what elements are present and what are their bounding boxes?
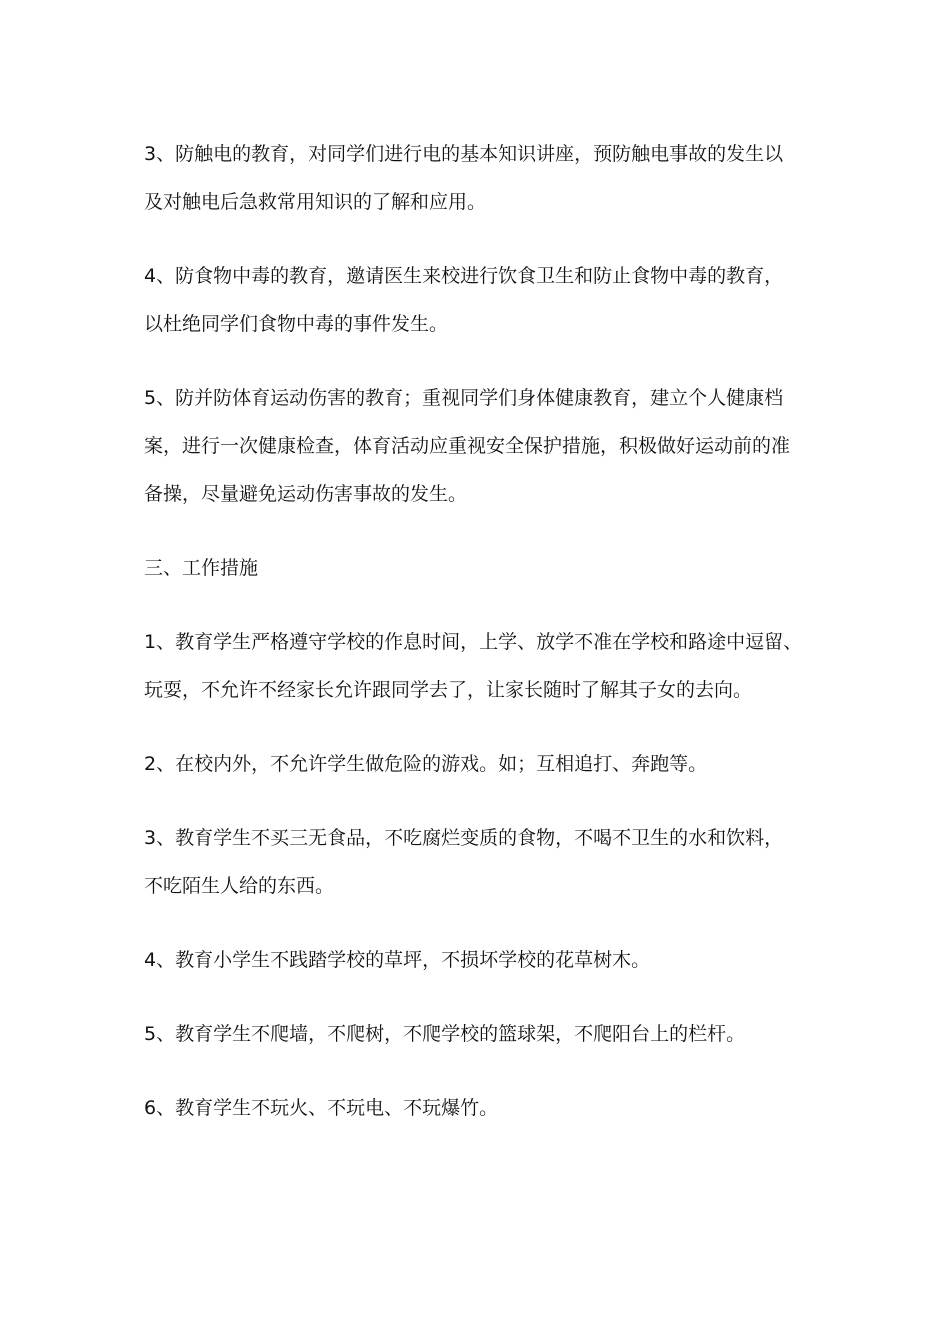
paragraph-electric-safety [144,130,812,226]
section-heading-text: 三、工作措施 [144,557,259,579]
text-line: 2、在校内外，不允许学生做危险的游戏。如；互相追打、奔跑等。 [144,753,708,775]
text-line: 以杜绝同学们食物中毒的事件发生。 [144,313,449,335]
paragraph-measure-2 [144,740,812,788]
text-line: 不吃陌生人给的东西。 [144,875,335,897]
text-line: 4、教育小学生不践踏学校的草坪，不损坏学校的花草树木。 [144,949,651,971]
paragraph-measure-1 [144,618,812,714]
paragraph-measure-6 [144,1084,812,1132]
text-line: 备操，尽量避免运动伤害事故的发生。 [144,483,468,505]
paragraph-measure-3 [144,814,812,910]
text-line: 6、教育学生不玩火、不玩电、不玩爆竹。 [144,1097,499,1119]
paragraph-measure-4 [144,936,812,984]
text-line: 玩耍，不允许不经家长允许跟同学去了，让家长随时了解其子女的去向。 [144,679,753,701]
text-line: 3、教育学生不买三无食品，不吃腐烂变质的食物，不喝不卫生的水和饮料， [144,827,784,849]
paragraph-measure-5 [144,1010,812,1058]
text-line: 5、防并防体育运动伤害的教育；重视同学们身体健康教育，建立个人健康档 [144,387,784,409]
text-line: 5、教育学生不爬墙，不爬树，不爬学校的篮球架，不爬阳台上的栏杆。 [144,1023,746,1045]
paragraph-sports-injury [144,374,812,518]
text-line: 4、防食物中毒的教育，邀请医生来校进行饮食卫生和防止食物中毒的教育， [144,265,784,287]
document-body [144,130,812,1158]
paragraph-food-poisoning [144,252,812,348]
text-line: 1、教育学生严格遵守学校的作息时间，上学、放学不准在学校和路途中逗留、 [144,631,803,653]
text-line: 及对触电后急救常用知识的了解和应用。 [144,191,487,213]
section-heading [144,544,812,592]
text-line: 案，进行一次健康检查，体育活动应重视安全保护措施，积极做好运动前的准 [144,435,791,457]
text-line: 3、防触电的教育，对同学们进行电的基本知识讲座，预防触电事故的发生以 [144,143,784,165]
